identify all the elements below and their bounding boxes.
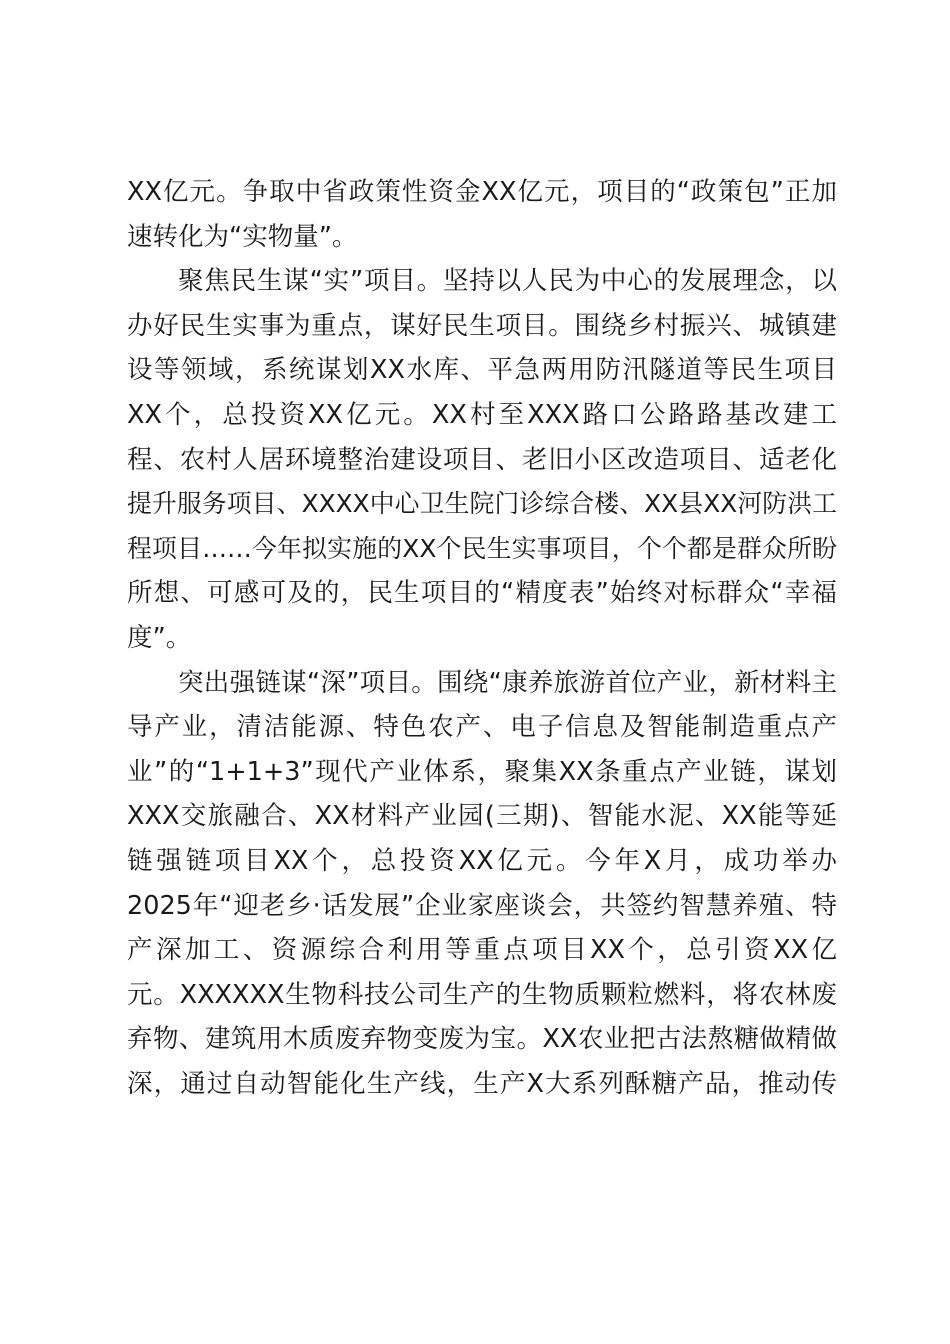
text-line: 聚焦民生谋“实”项目。坚持以人民为中心的发展理念，以 [178,266,837,297]
text-line: 设等领域，系统谋划XX水库、平急两用防汛隧道等民生项目 [127,355,837,386]
text-line: 业”的“1+1+3”现代产业体系，聚集XX条重点产业链，谋划 [127,756,837,787]
text-line: 深，通过自动智能化生产线，生产X大系列酥糖产品，推动传 [127,1068,837,1099]
text-line: XXX交旅融合、XX材料产业园(三期)、智能水泥、XX能等延 [127,801,837,832]
text-line: 办好民生实事为重点，谋好民生项目。围绕乡村振兴、城镇建 [127,310,837,341]
text-line: 产深加工、资源综合利用等重点项目XX个，总引资XX亿 [127,935,837,966]
text-line: 所想、可感可及的，民生项目的“精度表”始终对标群众“幸福 [127,578,837,609]
text-line: XX个，总投资XX亿元。XX村至XXX路口公路路基改建工 [127,399,837,430]
text-line: 提升服务项目、XXXX中心卫生院门诊综合楼、XX县XX河防洪工 [127,489,837,519]
text-line: 速转化为“实物量”。 [127,221,358,252]
text-line: 弃物、建筑用木质废弃物变废为宝。XX农业把古法熬糖做精做 [127,1024,837,1055]
text-line: 程、农村人居环境整治建设项目、老旧小区改造项目、适老化 [127,444,837,475]
text-line: XX亿元。争取中省政策性资金XX亿元，项目的“政策包”正加 [127,177,837,207]
text-line: 导产业，清洁能源、特色农产、电子信息及智能制造重点产 [127,712,837,743]
text-line: 程项目……今年拟实施的XX个民生实事项目，个个都是群众所盼 [127,533,837,563]
text-line: 2025年“迎老乡·话发展”企业家座谈会，共签约智慧养殖、特 [127,890,837,921]
text-line: 元。XXXXXX生物科技公司生产的生物质颗粒燃料，将农林废 [127,979,837,1010]
text-line: 度”。 [127,622,192,653]
body-text [127,170,837,1106]
text-line: 突出强链谋“深”项目。围绕“康养旅游首位产业，新材料主 [178,667,837,698]
text-line: 链强链项目XX个，总投资XX亿元。今年X月，成功举办 [127,845,837,876]
